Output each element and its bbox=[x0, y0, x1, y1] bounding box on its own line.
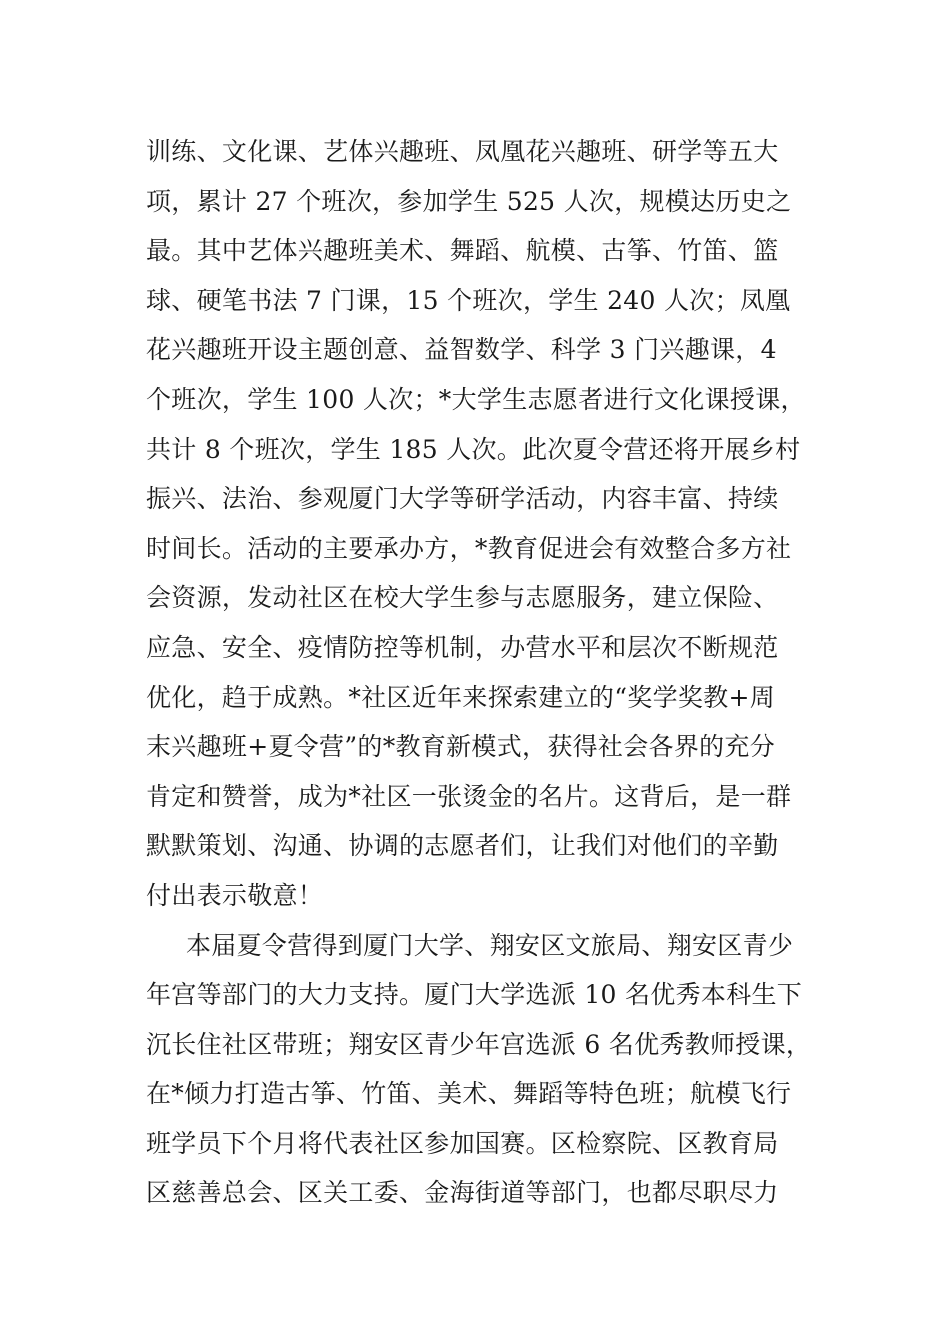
text-line: 球、硬笔书法 7 门课，15 个班次，学生 240 人次；凤凰 bbox=[146, 285, 791, 315]
text-line: 个班次，学生 100 人次；*大学生志愿者进行文化课授课， bbox=[146, 384, 806, 414]
text-line: 最。其中艺体兴趣班美术、舞蹈、航模、古筝、竹笛、篮 bbox=[146, 236, 779, 266]
document-body bbox=[146, 127, 826, 1218]
text-line: 年宫等部门的大力支持。厦门大学选派 10 名优秀本科生下 bbox=[146, 980, 803, 1010]
text-line: 共计 8 个班次，学生 185 人次。此次夏令营还将开展乡村 bbox=[146, 434, 801, 464]
text-line: 时间长。活动的主要承办方，*教育促进会有效整合多方社 bbox=[146, 533, 792, 563]
text-line: 沉长住社区带班；翔安区青少年宫选派 6 名优秀教师授课， bbox=[146, 1029, 812, 1059]
text-line: 付出表示敬意！ bbox=[146, 880, 324, 910]
paragraph-1 bbox=[146, 127, 826, 921]
text-line: 项，累计 27 个班次，参加学生 525 人次，规模达历史之 bbox=[146, 186, 792, 216]
text-line: 应急、安全、疫情防控等机制，办营水平和层次不断规范 bbox=[146, 632, 779, 662]
text-line: 训练、文化课、艺体兴趣班、凤凰花兴趣班、研学等五大 bbox=[146, 137, 779, 166]
text-line: 在*倾力打造古筝、竹笛、美术、舞蹈等特色班；航模飞行 bbox=[146, 1079, 792, 1109]
text-line: 花兴趣班开设主题创意、益智数学、科学 3 门兴趣课，4 bbox=[146, 335, 777, 365]
text-line: 班学员下个月将代表社区参加国赛。区检察院、区教育局 bbox=[146, 1128, 779, 1158]
text-line: 区慈善总会、区关工委、金海街道等部门，也都尽职尽力 bbox=[146, 1178, 779, 1208]
text-line: 末兴趣班+夏令营”的*教育新模式，获得社会各界的充分 bbox=[146, 732, 776, 762]
text-line: 本届夏令营得到厦门大学、翔安区文旅局、翔安区青少 bbox=[186, 930, 794, 960]
text-line: 振兴、法治、参观厦门大学等研学活动，内容丰富、持续 bbox=[146, 484, 779, 514]
text-line: 肯定和赞誉，成为*社区一张烫金的名片。这背后，是一群 bbox=[146, 781, 792, 811]
paragraph-2 bbox=[146, 921, 826, 1219]
text-line: 默默策划、沟通、协调的志愿者们，让我们对他们的辛勤 bbox=[146, 831, 779, 861]
text-line: 会资源，发动社区在校大学生参与志愿服务，建立保险、 bbox=[146, 583, 779, 613]
text-line: 优化，趋于成熟。*社区近年来探索建立的“奖学奖教+周 bbox=[146, 682, 776, 712]
